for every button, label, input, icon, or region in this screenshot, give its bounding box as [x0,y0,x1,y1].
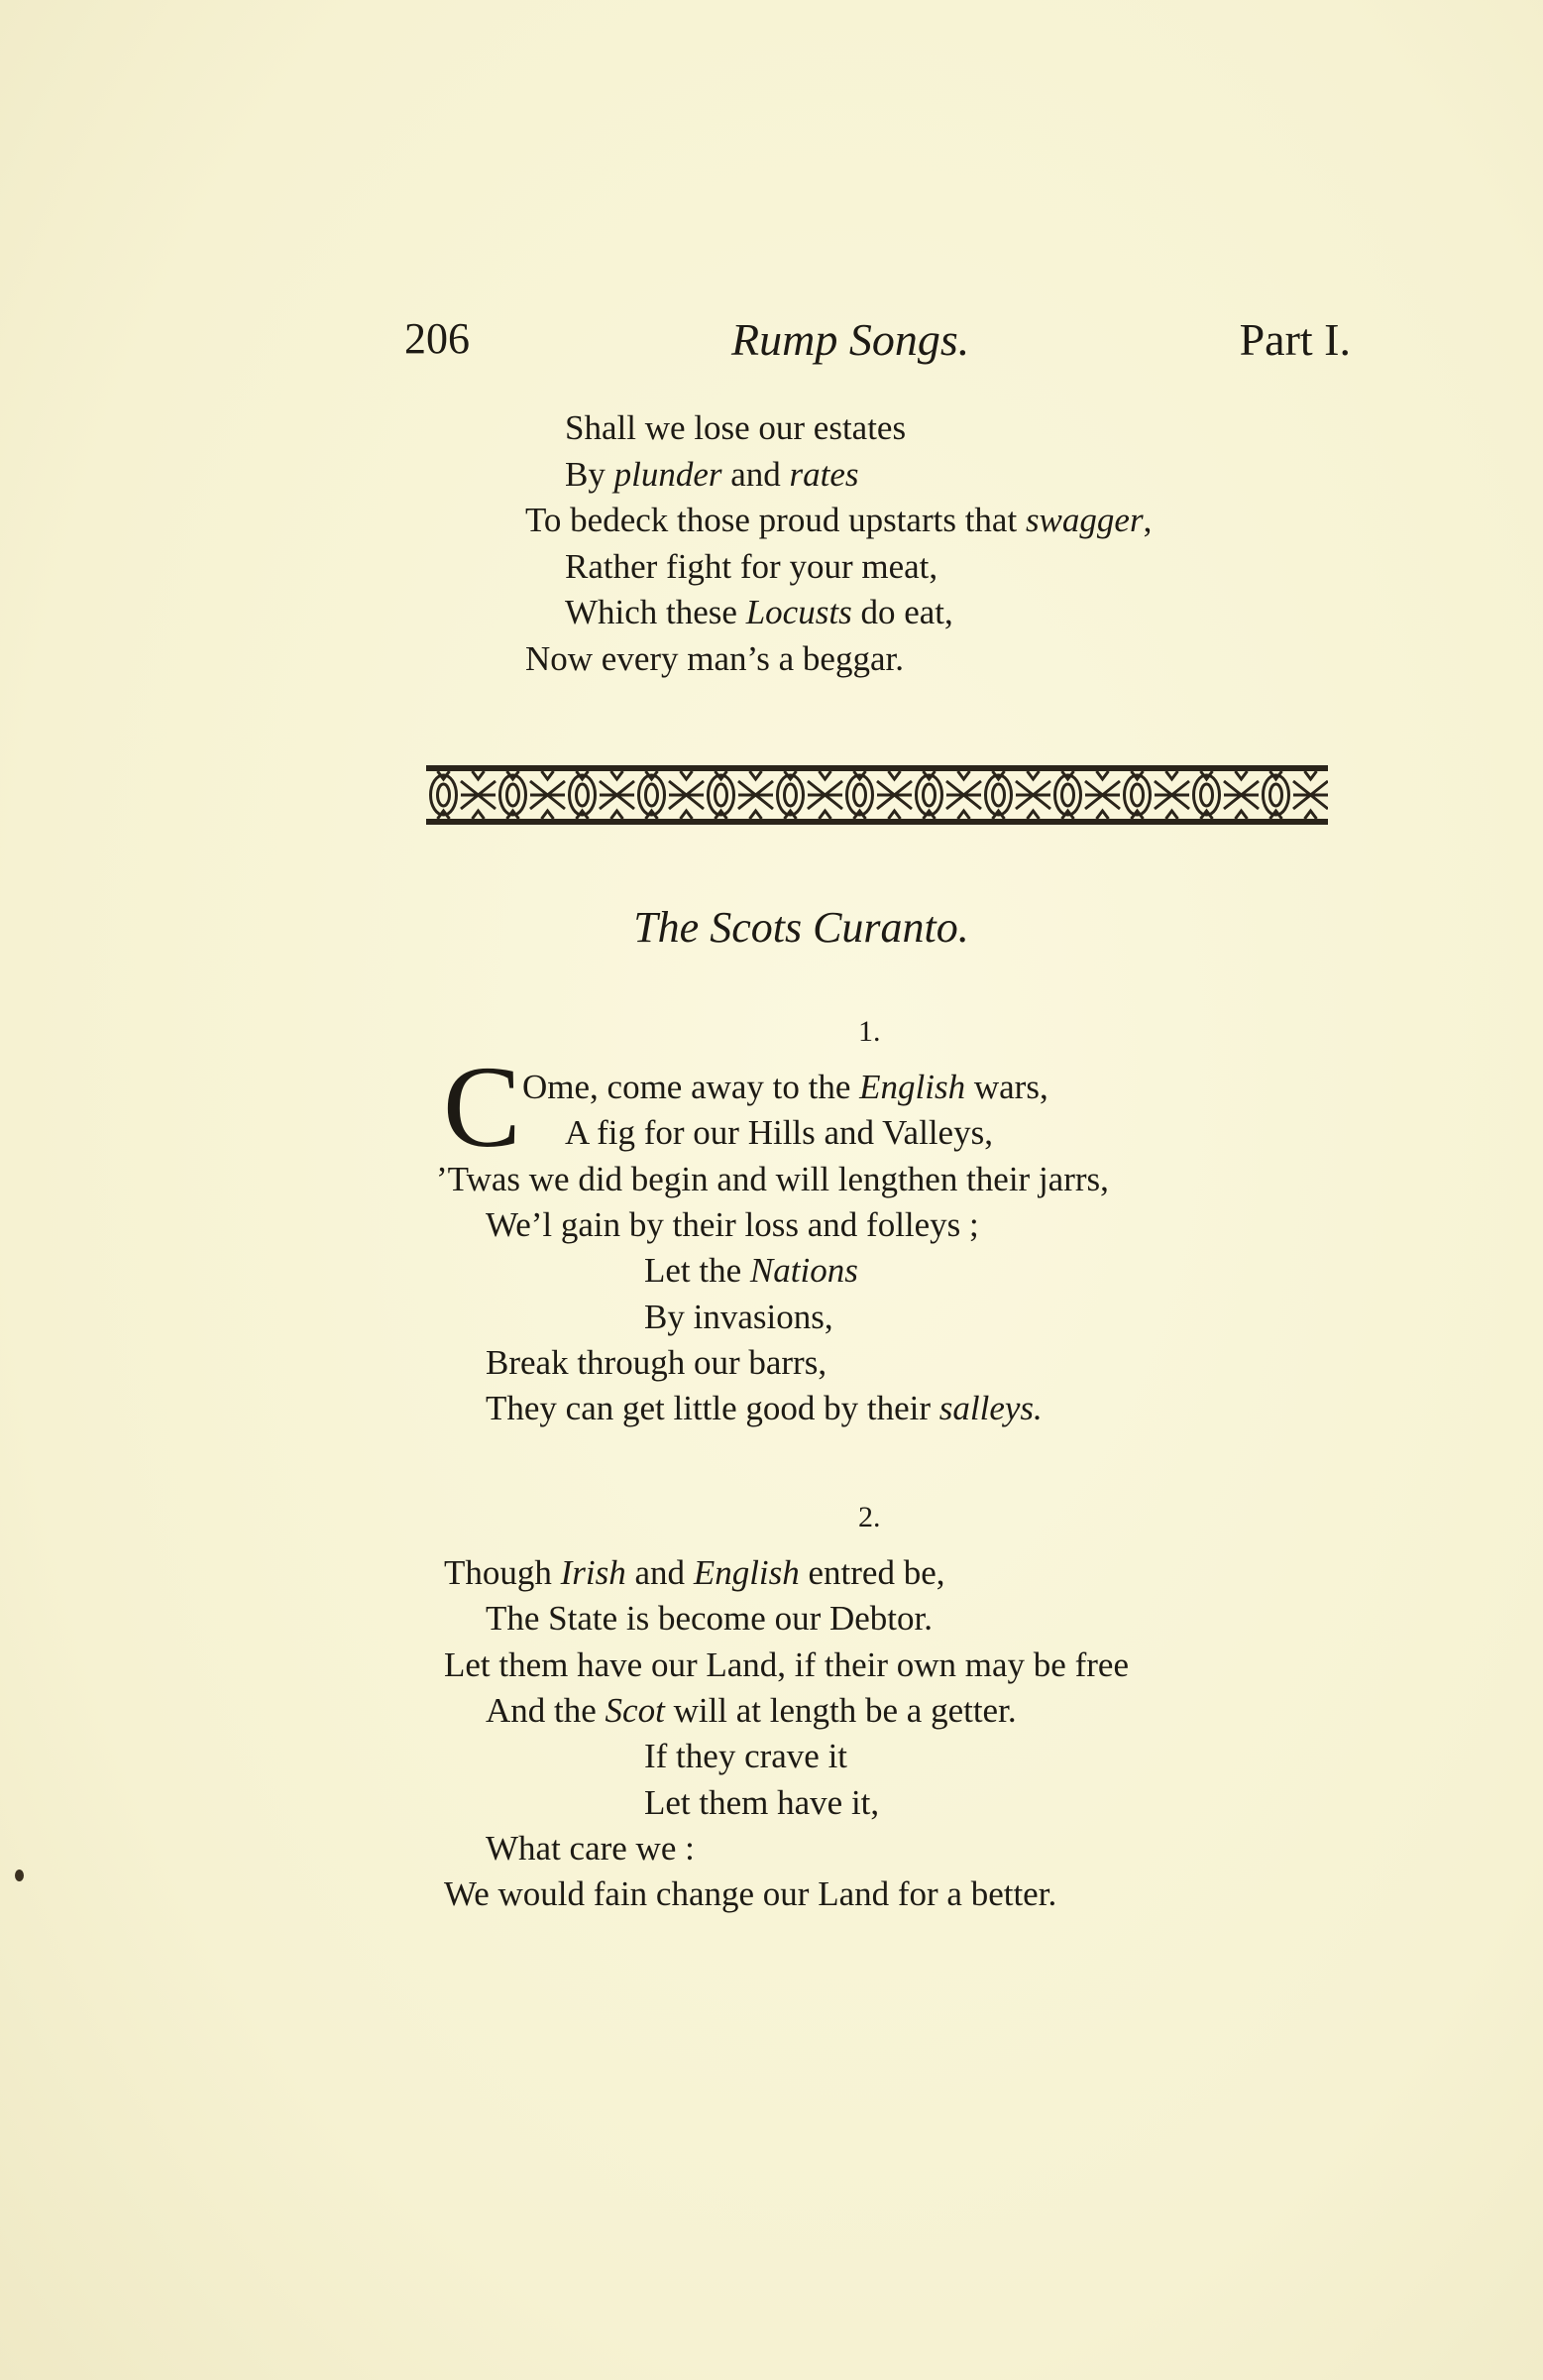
part-label: Part I. [1239,314,1351,365]
poem-line [565,591,953,634]
poem-line [444,1551,945,1595]
line-segment: By [565,454,614,494]
line-segment: English [859,1068,966,1106]
line-segment: We’l gain by their loss and folleys ; [486,1204,979,1244]
poem-line [565,453,859,497]
poem-line [444,1643,1129,1687]
stanza-number-1: 1. [858,1015,881,1048]
line-segment: And the [486,1690,606,1730]
poem-line [486,1827,695,1870]
poem-line [486,1203,979,1247]
stanza-number-2: 2. [858,1501,881,1533]
poem-line [565,1111,993,1155]
line-segment: Rather fight for your meat, [565,546,938,586]
poem-line [644,1735,847,1778]
line-segment: rates [789,454,859,494]
line-segment: , [1143,501,1153,539]
page-number: 206 [404,314,470,363]
ink-speck [15,1870,24,1881]
poem-line [486,1597,933,1641]
line-segment: Irish [560,1553,626,1592]
line-segment: Nations [749,1251,858,1291]
line-segment: Ome, come away to the [522,1068,860,1106]
running-title: Rump Songs. [731,314,970,365]
line-segment: By invasions, [644,1297,833,1336]
poem-line [644,1249,858,1293]
poem-line [444,1872,1056,1916]
line-segment: salleys. [938,1389,1043,1428]
poem-line [644,1781,879,1825]
line-segment: Now every man’s a beggar. [525,638,904,678]
poem-line [486,1341,827,1385]
poem-line [522,1066,1048,1109]
line-segment: Shall we lose our estates [565,408,907,447]
drop-cap-letter: C [443,1042,521,1172]
line-segment: plunder [613,454,722,494]
line-segment: What care we : [486,1828,695,1868]
line-segment: Scot [605,1690,665,1730]
page-header [404,313,1351,373]
poem-line [565,406,906,450]
line-segment: Break through our barrs, [486,1342,827,1382]
poem-line [436,1158,1109,1201]
poem-line [525,637,904,681]
decorative-border-ornament [426,761,1328,829]
line-segment: wars, [965,1068,1048,1106]
line-segment: and [625,1553,694,1592]
line-segment: Locusts [745,593,852,631]
line-segment: English [693,1553,800,1592]
line-segment: A fig for our Hills and Valleys, [565,1113,993,1153]
poem-line [644,1296,833,1339]
line-segment: To bedeck those proud upstarts that [525,501,1026,539]
line-segment: Which these [565,593,746,631]
poem-line [486,1689,1017,1733]
line-segment: Though [444,1553,561,1592]
line-segment: entred be, [799,1553,945,1592]
line-segment: If they crave it [644,1737,848,1776]
poem-line [486,1387,1043,1430]
line-segment: Let them have our Land, if their own may be free [444,1644,1129,1684]
line-segment: and [721,454,790,494]
line-segment: They can get little good by their [486,1389,939,1428]
line-segment: Let the [644,1251,750,1291]
line-segment: Let them have it, [644,1782,880,1822]
line-segment: will at length be a getter. [664,1690,1017,1730]
song-title: The Scots Curanto. [633,903,969,952]
line-segment: do eat, [851,593,953,631]
line-segment: swagger [1025,501,1144,539]
poem-line [565,545,937,589]
line-segment: We would fain change our Land for a better. [444,1874,1057,1914]
line-segment: The State is become our Debtor. [486,1599,933,1639]
line-segment: ’Twas we did begin and will lengthen their jarrs, [436,1159,1109,1198]
poem-line [525,499,1152,542]
